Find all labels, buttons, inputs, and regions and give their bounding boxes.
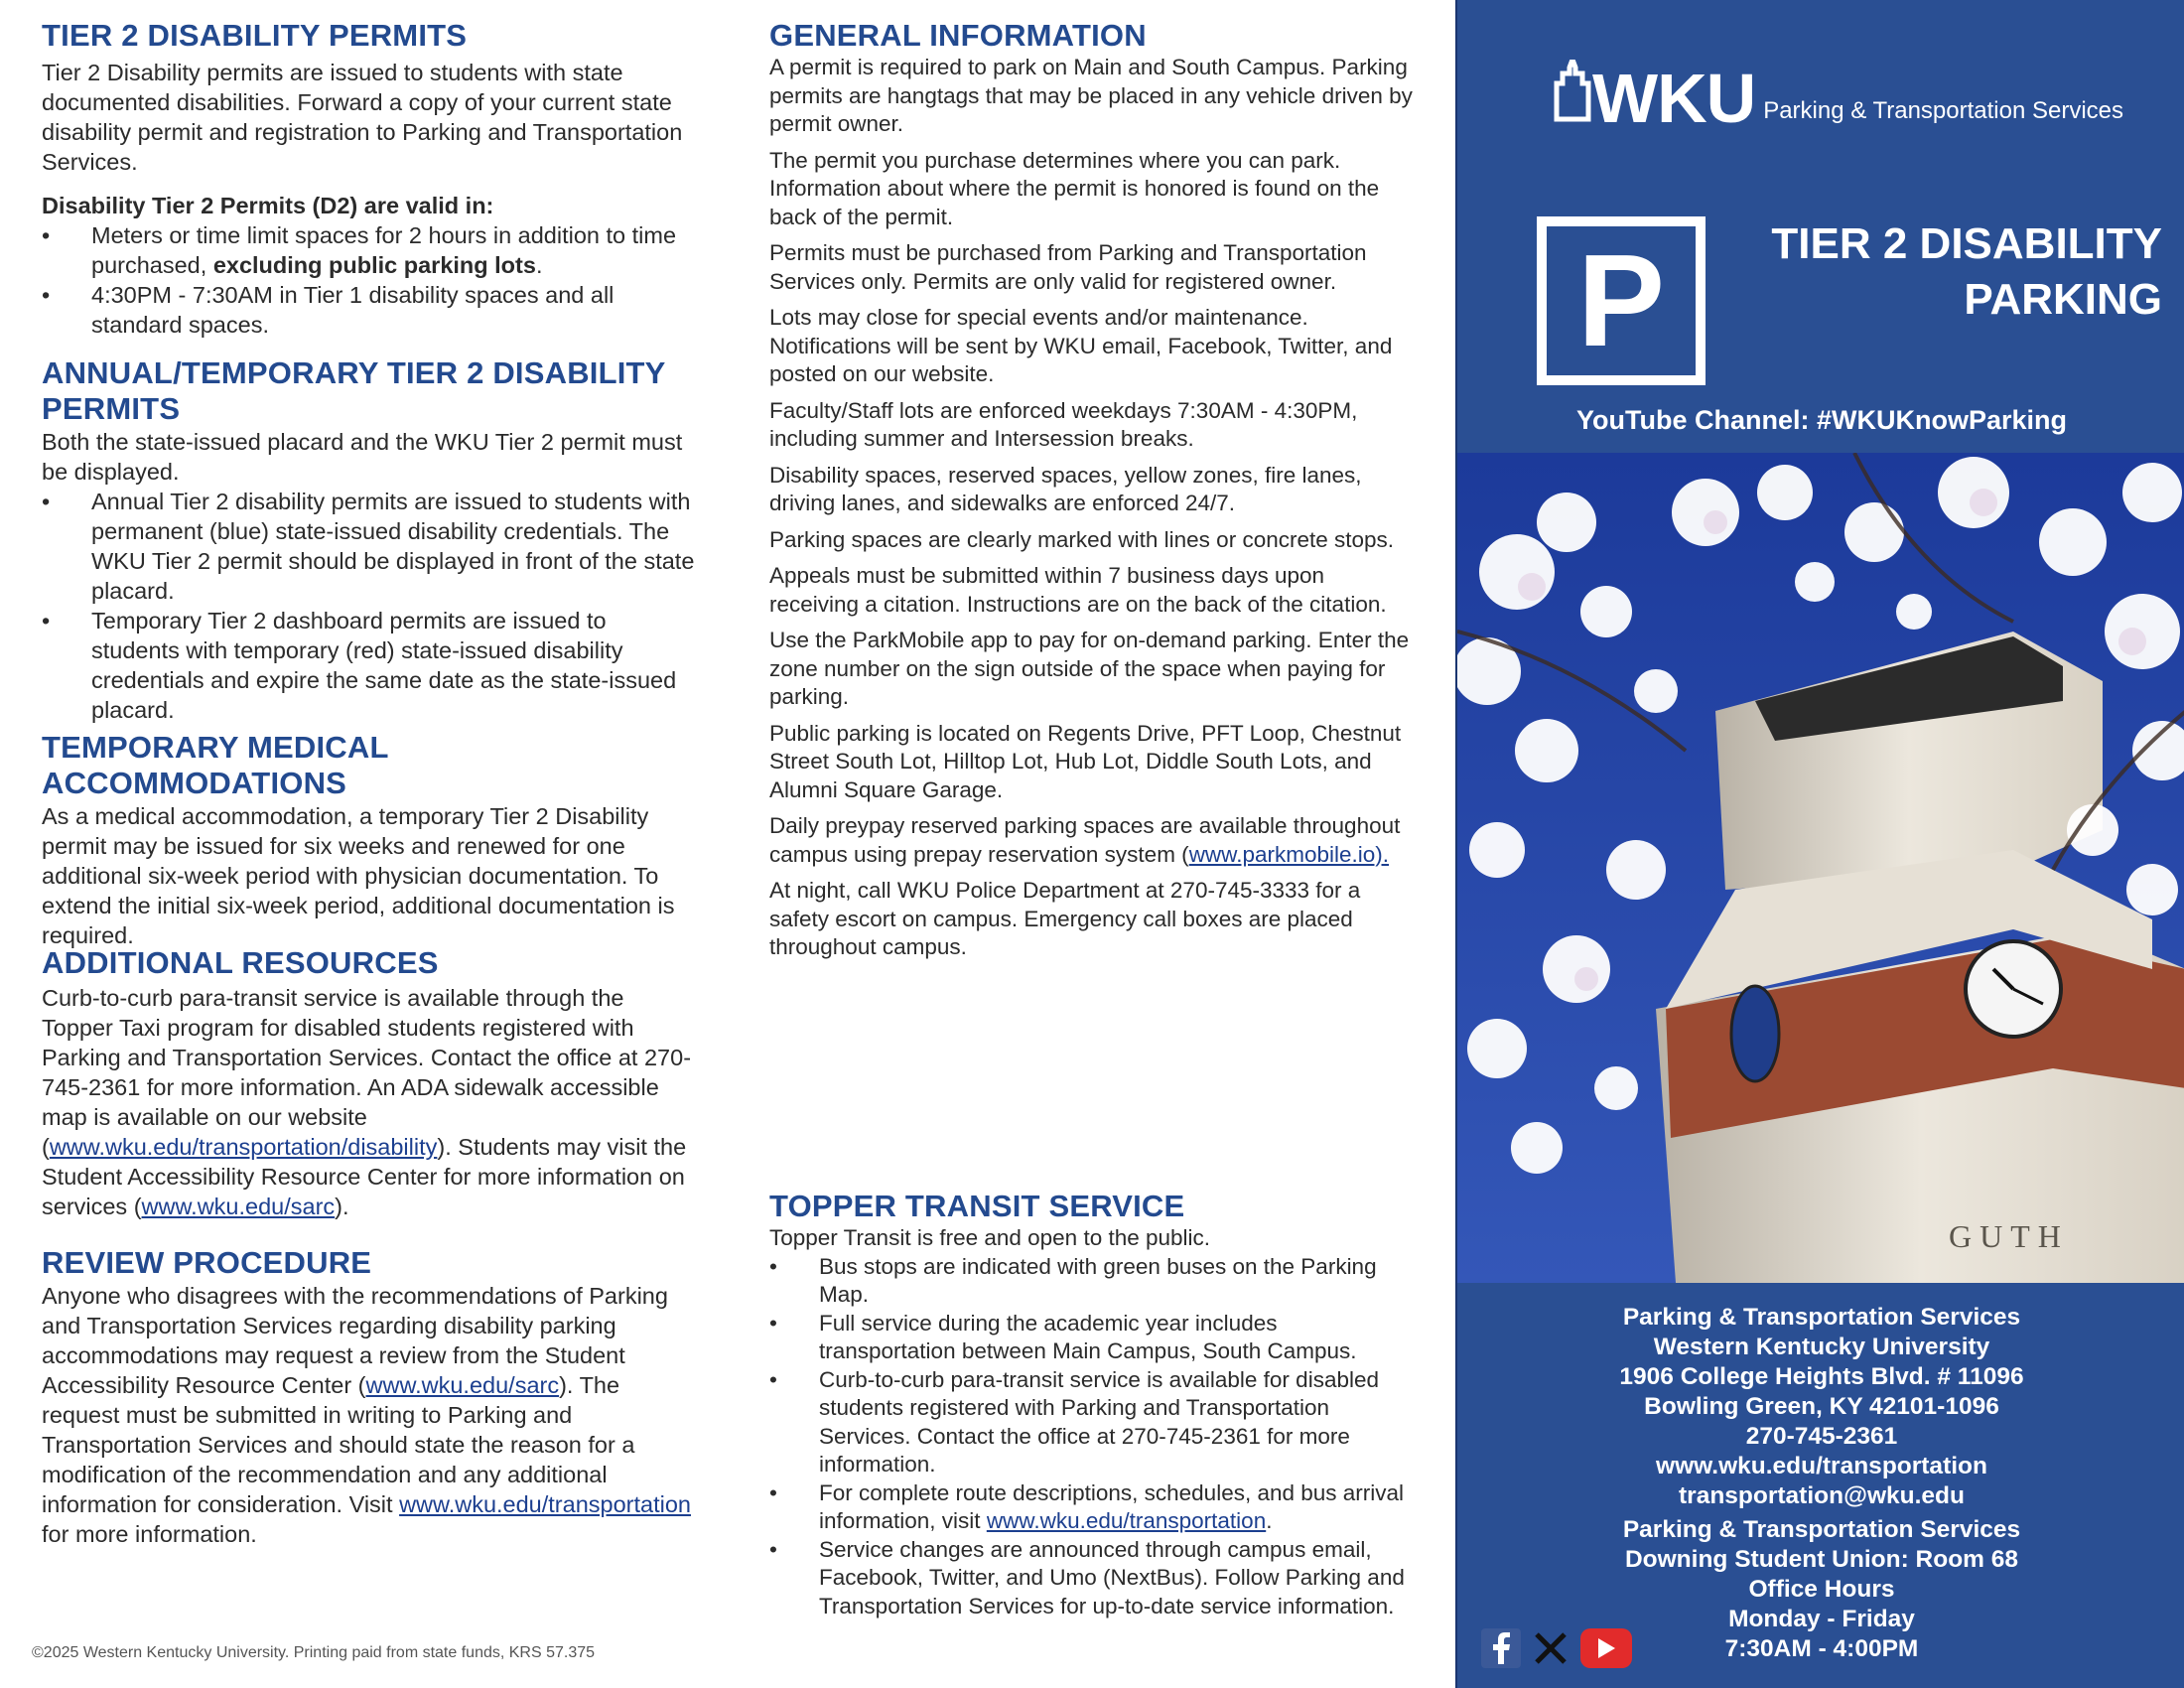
general-paragraph: Public parking is located on Regents Drive, PFT Loop, Chestnut Street South Lot, Hilltop Lot, Hub Lot, Diddle South Lots, and Alumni Square Garage. bbox=[769, 720, 1402, 802]
office-line: Parking & Transportation Services bbox=[1622, 1516, 2021, 1543]
youtube-channel: YouTube Channel: #WKUKnowParking bbox=[1575, 405, 2067, 435]
cover-title bbox=[1771, 216, 2162, 328]
resources-section bbox=[42, 945, 697, 1221]
cover-title-line: PARKING bbox=[1964, 275, 2162, 324]
contact-website[interactable]: www.wku.edu/transportation bbox=[1656, 1453, 1987, 1479]
tier2-body: Tier 2 Disability permits are issued to students with state documented disabilities. Forward a copy of your current state disability permit and registration to Parking and Transportation Services. bbox=[42, 60, 683, 175]
general-paragraph: Lots may close for special events and/or maintenance. Notifications will be sent by WKU email, Facebook, Twitter, and posted on our website. bbox=[769, 305, 1393, 386]
resources-body: Curb-to-curb para-transit service is available through the Topper Taxi program for disabled students registered with Parking and Transportation Services. Contact the office at 270-745-2361 for more information. An ADA sidewalk accessible map is available on our website (www.wku.edu/transportation/disability). Students may visit the Student Accessibility Resource Center for more information on services (www.wku.edu/sarc). bbox=[42, 985, 692, 1219]
list-item: • Meters or time limit spaces for 2 hours in addition to time purchased, excluding public parking lots. bbox=[42, 220, 697, 280]
general-paragraph: Permits must be purchased from Parking and Transportation Services only. Permits are only valid for registered owner. bbox=[769, 240, 1367, 294]
clock-tower-photo bbox=[1457, 453, 2184, 1283]
general-paragraph: Disability spaces, reserved spaces, yellow zones, fire lanes, driving lanes, and sidewalks are enforced 24/7. bbox=[769, 462, 1362, 515]
list-item: • Annual Tier 2 disability permits are issued to students with permanent (blue) state-issued disability credentials. The WKU Tier 2 permit should be displayed in front of the state placard. bbox=[42, 487, 697, 606]
transit-heading: TOPPER TRANSIT SERVICE bbox=[769, 1189, 1185, 1223]
general-paragraph: Use the ParkMobile app to pay for on-demand parking. Enter the zone number on the sign outside of the space when paying for parking. bbox=[769, 628, 1410, 709]
transportation-link[interactable]: www.wku.edu/transportation bbox=[399, 1491, 691, 1517]
transit-list bbox=[769, 1253, 1415, 1621]
parking-sign-letter: P bbox=[1547, 226, 1696, 375]
list-item: • Full service during the academic year includes transportation between Main Campus, South Campus. bbox=[769, 1310, 1415, 1366]
engraving-text: GUTH bbox=[1949, 1218, 2069, 1254]
resources-heading: ADDITIONAL RESOURCES bbox=[42, 945, 439, 980]
x-icon[interactable] bbox=[1531, 1628, 1570, 1668]
review-heading: REVIEW PROCEDURE bbox=[42, 1245, 372, 1280]
office-line: Downing Student Union: Room 68 bbox=[1624, 1546, 2019, 1573]
tier2-heading: TIER 2 DISABILITY PERMITS bbox=[42, 18, 468, 53]
transit-intro: Topper Transit is free and open to the public. bbox=[769, 1225, 1211, 1250]
facebook-icon[interactable] bbox=[1481, 1628, 1521, 1668]
list-item: • Service changes are announced through campus email, Facebook, Twitter, and Umo (NextBus). Follow Parking and Transportation Services for up-to-date service information. bbox=[769, 1536, 1415, 1621]
logo-department: Parking & Transportation Services bbox=[1763, 97, 2124, 124]
contact-email[interactable]: transportation@wku.edu bbox=[1679, 1482, 1965, 1509]
tier2-section bbox=[42, 18, 697, 340]
general-paragraph: Faculty/Staff lots are enforced weekdays 7:30AM - 4:30PM, including summer and Intersession breaks. bbox=[769, 397, 1358, 451]
prepay-paragraph: Daily preypay reserved parking spaces are available throughout campus using prepay reservation system (www.parkmobile.io). bbox=[769, 813, 1401, 867]
youtube-icon[interactable] bbox=[1580, 1628, 1632, 1668]
general-paragraph: A permit is required to park on Main and South Campus. Parking permits are hangtags that may be placed in any vehicle driven by permit owner. bbox=[769, 55, 1413, 136]
list-item: • Temporary Tier 2 dashboard permits are issued to students with temporary (red) state-issued disability credentials and expire the same date as the state-issued placard. bbox=[42, 606, 697, 725]
contact-phone: 270-745-2361 bbox=[1745, 1423, 1898, 1450]
office-line: 7:30AM - 4:00PM bbox=[1724, 1635, 1919, 1662]
general-paragraph: Parking spaces are clearly marked with lines or concrete stops. bbox=[769, 526, 1395, 552]
list-item: • For complete route descriptions, schedules, and bus arrival information, visit www.wku.edu/transportation. bbox=[769, 1479, 1415, 1536]
transit-section bbox=[769, 1189, 1415, 1620]
sarc-link[interactable]: www.wku.edu/sarc bbox=[141, 1194, 336, 1219]
social-icons bbox=[1481, 1628, 1632, 1668]
review-section bbox=[42, 1245, 697, 1549]
general-paragraph: Appeals must be submitted within 7 business days upon receiving a citation. Instructions are on the back of the citation. bbox=[769, 563, 1387, 617]
contact-line: 1906 College Heights Blvd. # 11096 bbox=[1619, 1363, 2024, 1390]
general-heading: GENERAL INFORMATION bbox=[769, 18, 1147, 53]
wku-logo bbox=[1553, 60, 2124, 137]
office-line: Monday - Friday bbox=[1728, 1606, 1915, 1632]
medical-body: As a medical accommodation, a temporary Tier 2 Disability permit may be issued for six weeks and renewed for one additional six-week period with physician documentation. To extend the initial six-week period, additional documentation is required. bbox=[42, 803, 675, 948]
tier2-valid-heading: Disability Tier 2 Permits (D2) are valid in: bbox=[42, 193, 494, 218]
sarc-link[interactable]: www.wku.edu/sarc bbox=[365, 1372, 560, 1398]
annual-heading: ANNUAL/TEMPORARY TIER 2 DISABILITY PERMITS bbox=[42, 355, 665, 426]
parkmobile-link[interactable]: www.parkmobile.io). bbox=[1188, 841, 1390, 867]
disability-link[interactable]: www.wku.edu/transportation/disability bbox=[49, 1134, 438, 1160]
office-line: Office Hours bbox=[1748, 1576, 1895, 1603]
list-item: • Curb-to-curb para-transit service is available for disabled students registered with Parking and Transportation Services. Contact the office at 270-745-2361 for more information. bbox=[769, 1366, 1415, 1479]
medical-heading: TEMPORARY MEDICAL ACCOMMODATIONS bbox=[42, 730, 389, 800]
parking-sign-icon bbox=[1537, 216, 1706, 385]
list-item: • Bus stops are indicated with green buses on the Parking Map. bbox=[769, 1253, 1415, 1310]
contact-line: Parking & Transportation Services bbox=[1622, 1304, 2021, 1331]
contact-block bbox=[1457, 1303, 2184, 1664]
annual-section bbox=[42, 355, 697, 725]
review-body: Anyone who disagrees with the recommendations of Parking and Transportation Services regarding disability parking accommodations may request a review from the Student Accessibility Resource Center (www.wku.edu/sarc). The request must be submitted in writing to Parking and Transportation Services and should state the reason for a modification of the recommendation and any additional information for consideration. Visit www.wku.edu/transportation for more information. bbox=[42, 1283, 691, 1547]
cupola-icon bbox=[1553, 60, 1592, 128]
general-paragraph: The permit you purchase determines where you can park. Information about where the permit is honored is found on the back of the permit. bbox=[769, 147, 1380, 229]
medical-section bbox=[42, 730, 697, 950]
tier2-valid-list bbox=[42, 220, 697, 340]
contact-line: Western Kentucky University bbox=[1653, 1334, 1990, 1360]
general-section bbox=[769, 18, 1415, 962]
list-item: • 4:30PM - 7:30AM in Tier 1 disability spaces and all standard spaces. bbox=[42, 280, 697, 340]
annual-body: Both the state-issued placard and the WKU Tier 2 permit must be displayed. bbox=[42, 429, 683, 485]
logo-wordmark: WKU bbox=[1592, 60, 1756, 137]
copyright-note: ©2025 Western Kentucky University. Printing paid from state funds, KRS 57.375 bbox=[32, 1644, 596, 1661]
contact-line: Bowling Green, KY 42101-1096 bbox=[1644, 1393, 1999, 1420]
annual-list bbox=[42, 487, 697, 725]
transportation-link[interactable]: www.wku.edu/transportation bbox=[986, 1508, 1267, 1533]
night-paragraph: At night, call WKU Police Department at 270-745-3333 for a safety escort on campus. Emergency call boxes are placed throughout campus. bbox=[769, 878, 1361, 959]
cover-panel bbox=[1455, 0, 2184, 1688]
cover-title-line: TIER 2 DISABILITY bbox=[1771, 219, 2162, 268]
